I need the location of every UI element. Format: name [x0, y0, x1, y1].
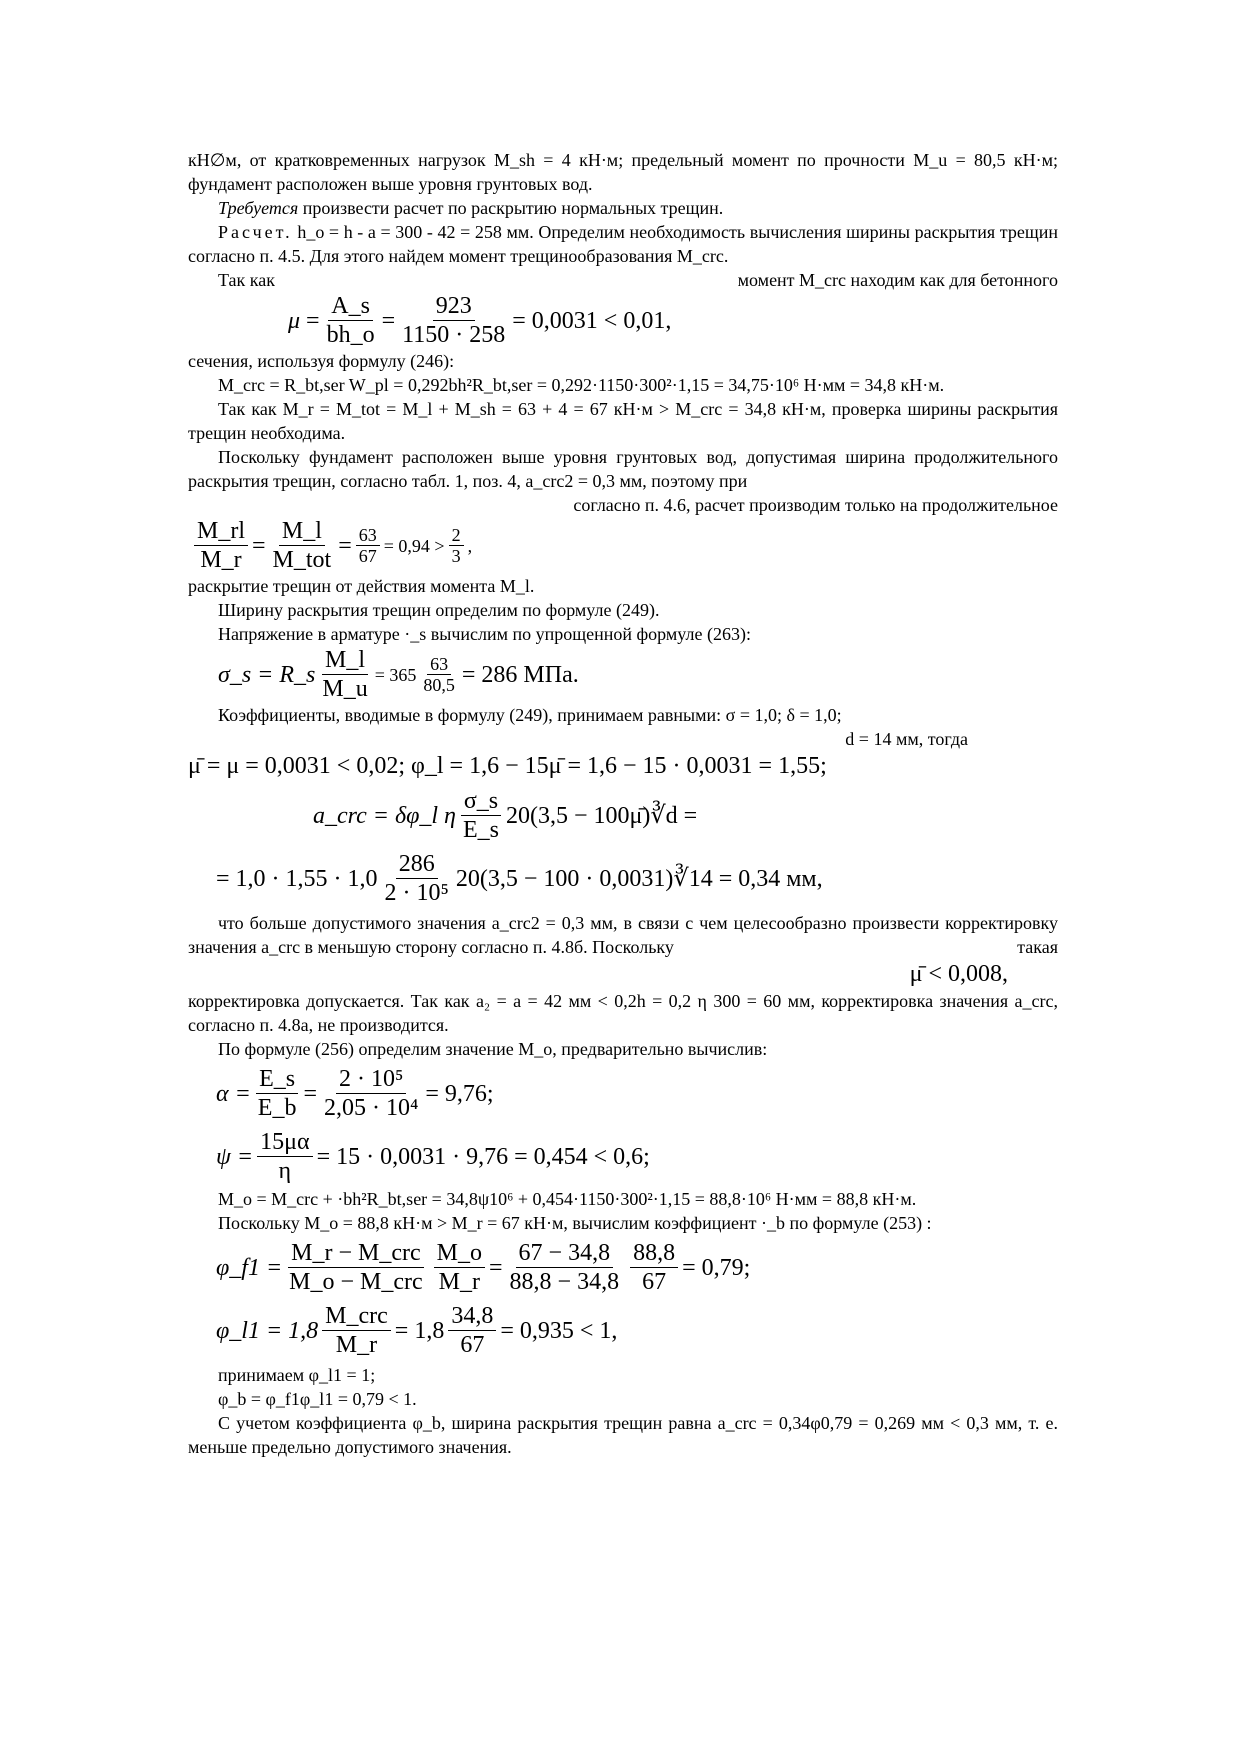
- paragraph: Напряжение в арматуре ·_s вычислим по упрощенной формуле (263):: [218, 624, 751, 644]
- paragraph: кН∅м, от кратковременных нагрузок M_sh = 4 кН·м; предельный момент по прочности M_u = 80,5 кН·м; фундамент расположен выше уровня грунтовых вод.: [188, 150, 1058, 194]
- fraction: 63 80,5: [423, 654, 455, 695]
- formula-text: 20(3,5 − 100 · 0,0031)∛14 = 0,34 мм,: [455, 865, 823, 892]
- formula-text: = 15 · 0,0031 · 9,76 = 0,454 < 0,6;: [316, 1143, 650, 1170]
- paragraph: По формуле (256) определим значение M_o, предварительно вычислив:: [218, 1039, 768, 1059]
- paragraph: раскрытие трещин от действия момента M_l.: [188, 576, 535, 596]
- formula-mubar: μ̄ = μ = 0,0031 < 0,02; φ_l = 1,6 − 15μ̄ = 1,6 − 15 · 0,0031 = 1,55;: [188, 753, 827, 779]
- fraction: $\frac{M\_l}{M\_u}$: [322, 647, 368, 702]
- fraction: $\frac{923}{1150 \cdot 258}$: [402, 293, 506, 348]
- formula-text: α =: [216, 1080, 251, 1107]
- formula-text: = 0,0031 < 0,01,: [512, 307, 672, 334]
- formula-psi: [216, 1128, 1058, 1185]
- formula-acrc-value: [216, 850, 1058, 907]
- formula-text: = 286 МПа.: [461, 661, 579, 688]
- formula-text: = 0,94 >: [383, 535, 445, 556]
- formula-text: μ: [288, 307, 301, 334]
- fraction: $\frac{E\_s}{E\_b}$: [257, 1066, 297, 1121]
- formula-text: φ_f1 =: [216, 1254, 283, 1281]
- paragraph: корректировка допускается. Так как a₂ = a = 42 мм < 0,2h = 0,2 η 300 = 60 мм, корректировка значения a_crc, согласно п. 4.8а, не производится.: [188, 991, 1058, 1035]
- text: произвести расчет по раскрытию нормальных трещин.: [302, 198, 724, 218]
- fraction: $\frac{15\mu\alpha}{\eta}$: [257, 1128, 312, 1185]
- paragraph: φ_b = φ_f1φ_l1 = 0,79 < 1.: [218, 1389, 417, 1409]
- fraction: 67 − 34,8 88,8 − 34,8: [509, 1240, 620, 1295]
- paragraph: Поскольку фундамент расположен выше уровня грунтовых вод, допустимая ширина продолжительного раскрытия трещин, согласно табл. 1, поз. 4, a_crc2 = 0,3 мм, поэтому при: [188, 447, 1058, 491]
- paragraph: d = 14 мм, тогда: [845, 729, 968, 749]
- paragraph: Так как M_r = M_tot = M_l + M_sh = 63 + 4 = 67 кН·м > M_crc = 34,8 кН·м, проверка ширины раскрытия трещин необходима.: [188, 399, 1058, 443]
- label: Расчет.: [218, 222, 293, 242]
- paragraph: С учетом коэффициента φ_b, ширина раскрытия трещин равна a_crc = 0,34φ0,79 = 0,269 мм < 0,3 мм, т. е. меньше предельно допустимого значения.: [188, 1413, 1058, 1457]
- fraction: M_crc M_r: [322, 1302, 391, 1359]
- fraction: $\frac{63}{67}$: [356, 525, 380, 566]
- formula-text: = 1,0 · 1,55 · 1,0: [216, 865, 378, 892]
- fraction: M_o M_r: [434, 1239, 485, 1296]
- emphasis: Требуется: [218, 198, 299, 218]
- fraction: 2 3: [449, 525, 464, 566]
- formula-text: = 0,935 < 1,: [500, 1317, 618, 1344]
- paragraph: M_crc = R_bt,ser W_pl = 0,292bh²R_bt,ser = 0,292·1150·300²·1,15 = 34,75·10⁶ Н·мм = 34,8 кН·м.: [218, 375, 945, 395]
- paragraph: Поскольку M_o = 88,8 кН·м > M_r = 67 кН·м, вычислим коэффициент ·_b по формуле (253) :: [218, 1213, 932, 1233]
- formula-alpha: α = $\frac{E\_s}{E\_b}$ = $\frac{\text{2 · 10⁵}}{\text{2,05 · 10⁴}}$ = 9,76;: [216, 1066, 494, 1121]
- fraction: A_s bh_o: [326, 293, 375, 348]
- formula-ratio: M_rl M_r = M_l M_tot = $\frac{63}{67}$ = 0,94 > 2 3 ,: [190, 517, 1058, 574]
- paragraph: M_o = M_crc + ·bh²R_bt,ser = 34,8ψ10⁶ + 0,454·1150·300²·1,15 = 88,8·10⁶ Н·мм = 88,8 кН·м.: [218, 1189, 917, 1209]
- text: такая: [1017, 937, 1058, 957]
- formula-sigma: [218, 646, 1058, 703]
- formula-text: φ_l1 = 1,8: [216, 1317, 319, 1344]
- fraction: $\frac{34,8}{67}$: [448, 1302, 496, 1359]
- text: что больше допустимого значения a_crc2 = 0,3 мм, в связи с чем целесообразно произвести корректировку значения a_crc в меньшую сторону согласно п. 4.8б. Поскольку: [188, 913, 1058, 957]
- fraction: M_r − M_crc M_o − M_crc: [289, 1240, 423, 1295]
- text: Так как: [218, 270, 275, 290]
- fraction: M_rl M_r: [194, 517, 248, 574]
- formula-phi-f1: φ_f1 = M_r − M_crc M_o − M_crc M_o M_r = 67 − 34,8 88,8 − 34,8 $\frac{88,8}{67}$ = 0,79;: [216, 1240, 751, 1295]
- formula-text: = 0,79;: [682, 1254, 751, 1281]
- formula-text: = 365: [374, 664, 417, 685]
- fraction: M_l M_tot: [272, 518, 332, 573]
- paragraph: [188, 220, 1058, 268]
- paragraph: согласно п. 4.6, расчет производим только на продолжительное: [573, 495, 1058, 515]
- document-page: [188, 148, 1058, 1459]
- formula-phi-l1: [216, 1302, 1058, 1359]
- formula-acrc: [313, 787, 1058, 844]
- formula-text: a_crc = δφ_l η: [313, 802, 456, 829]
- formula-text: = 9,76;: [425, 1080, 494, 1107]
- formula-text: ψ =: [216, 1143, 254, 1170]
- paragraph: Коэффициенты, вводимые в формулу (249), принимаем равными: σ = 1,0; δ = 1,0;: [218, 705, 842, 725]
- formula-mu-limit: μ̄ < 0,008,: [909, 961, 1008, 987]
- fraction: σ_s E_s: [460, 787, 502, 844]
- fraction: $\frac{\text{2 · 10⁵}}{\text{2,05 · 10⁴}}$: [324, 1066, 419, 1121]
- paragraph: [188, 268, 1058, 292]
- text: h_o = h - a = 300 - 42 = 258 мм. Определим необходимость вычисления ширины раскрытия трещин согласно п. 4.5. Для этого найдем момент трещинообразования M_crc.: [188, 222, 1058, 266]
- paragraph: сечения, используя формулу (246):: [188, 351, 455, 371]
- formula-mu: μ = A_s bh_o = $\frac{923}{1150 \cdot 258}$ = 0,0031 < 0,01,: [288, 293, 672, 348]
- formula-text: 20(3,5 − 100μ̄)∛d =: [505, 802, 698, 829]
- fraction: 286 2 · 10⁵: [384, 851, 449, 906]
- fraction: $\frac{88,8}{67}$: [630, 1239, 678, 1296]
- paragraph: [188, 196, 1058, 220]
- formula-text: σ_s = R_s: [218, 661, 316, 688]
- formula-text: = 1,8: [394, 1317, 445, 1344]
- paragraph: принимаем φ_l1 = 1;: [218, 1365, 376, 1385]
- paragraph: [188, 911, 1058, 959]
- text: момент M_crc находим как для бетонного: [737, 270, 1058, 290]
- paragraph: Ширину раскрытия трещин определим по формуле (249).: [218, 600, 660, 620]
